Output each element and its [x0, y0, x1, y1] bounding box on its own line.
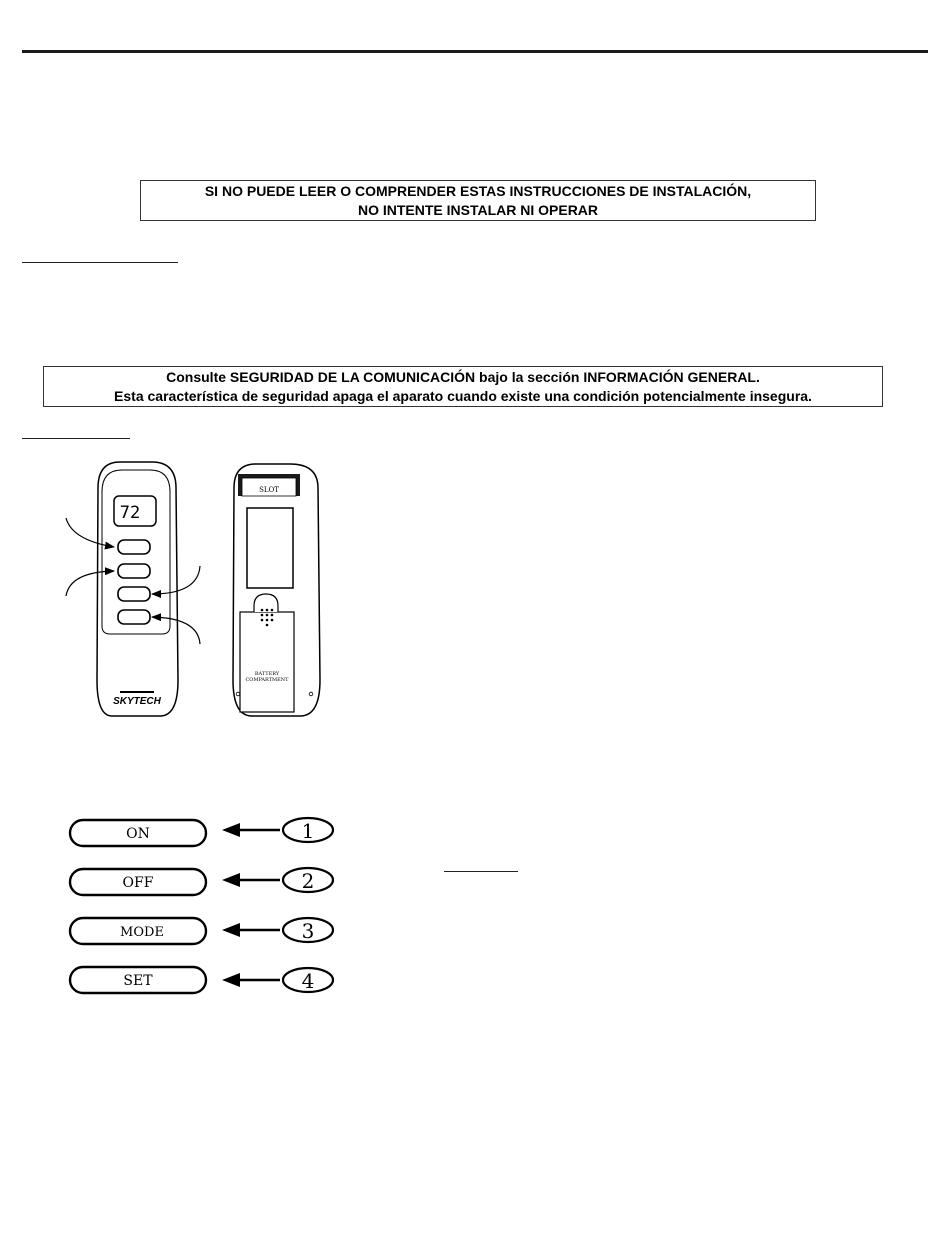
set-button-label: SET — [123, 973, 153, 989]
off-button-label: OFF — [122, 875, 154, 891]
lcd-temperature: 72 — [119, 503, 141, 523]
on-button-label: ON — [126, 826, 150, 842]
callout-2-number: 2 — [301, 869, 315, 893]
brand-logo: SKYTECH — [113, 696, 161, 707]
button-legend — [70, 818, 333, 993]
remote-front-illustration — [66, 462, 200, 716]
legend-row-mode — [70, 918, 333, 944]
install-warning-line-2: NO INTENTE INSTALAR NI OPERAR — [357, 202, 599, 218]
legend-row-set — [70, 967, 333, 993]
remote-button-4 — [118, 610, 150, 624]
safety-notice-line-1: Consulte SEGURIDAD DE LA COMUNICACIÓN bajo la sección INFORMACIÓN GENERAL. — [166, 369, 760, 385]
legend-row-on — [70, 818, 333, 846]
remote-back-illustration — [233, 464, 320, 716]
callout-4-number: 4 — [301, 969, 315, 993]
callout-1-number: 1 — [301, 819, 315, 843]
safety-notice-line-2: Esta característica de seguridad apaga el aparato cuando existe una condición potencialmente insegura. — [114, 388, 812, 404]
battery-door — [240, 612, 294, 712]
slot-label: SLOT — [259, 486, 279, 494]
install-warning-line-1: SI NO PUEDE LEER O COMPRENDER ESTAS INSTRUCCIONES DE INSTALACIÓN, — [204, 183, 752, 199]
remote-button-2 — [118, 564, 150, 578]
remote-button-3 — [118, 587, 150, 601]
callout-3-number: 3 — [301, 919, 315, 943]
mode-button-label: MODE — [120, 925, 164, 940]
battery-label-line-2: COMPARTMENT — [245, 677, 289, 683]
label-window — [247, 508, 293, 588]
legend-row-off — [70, 868, 333, 895]
remote-button-1 — [118, 540, 150, 554]
battery-label-line-1: BATTERY — [254, 671, 280, 677]
